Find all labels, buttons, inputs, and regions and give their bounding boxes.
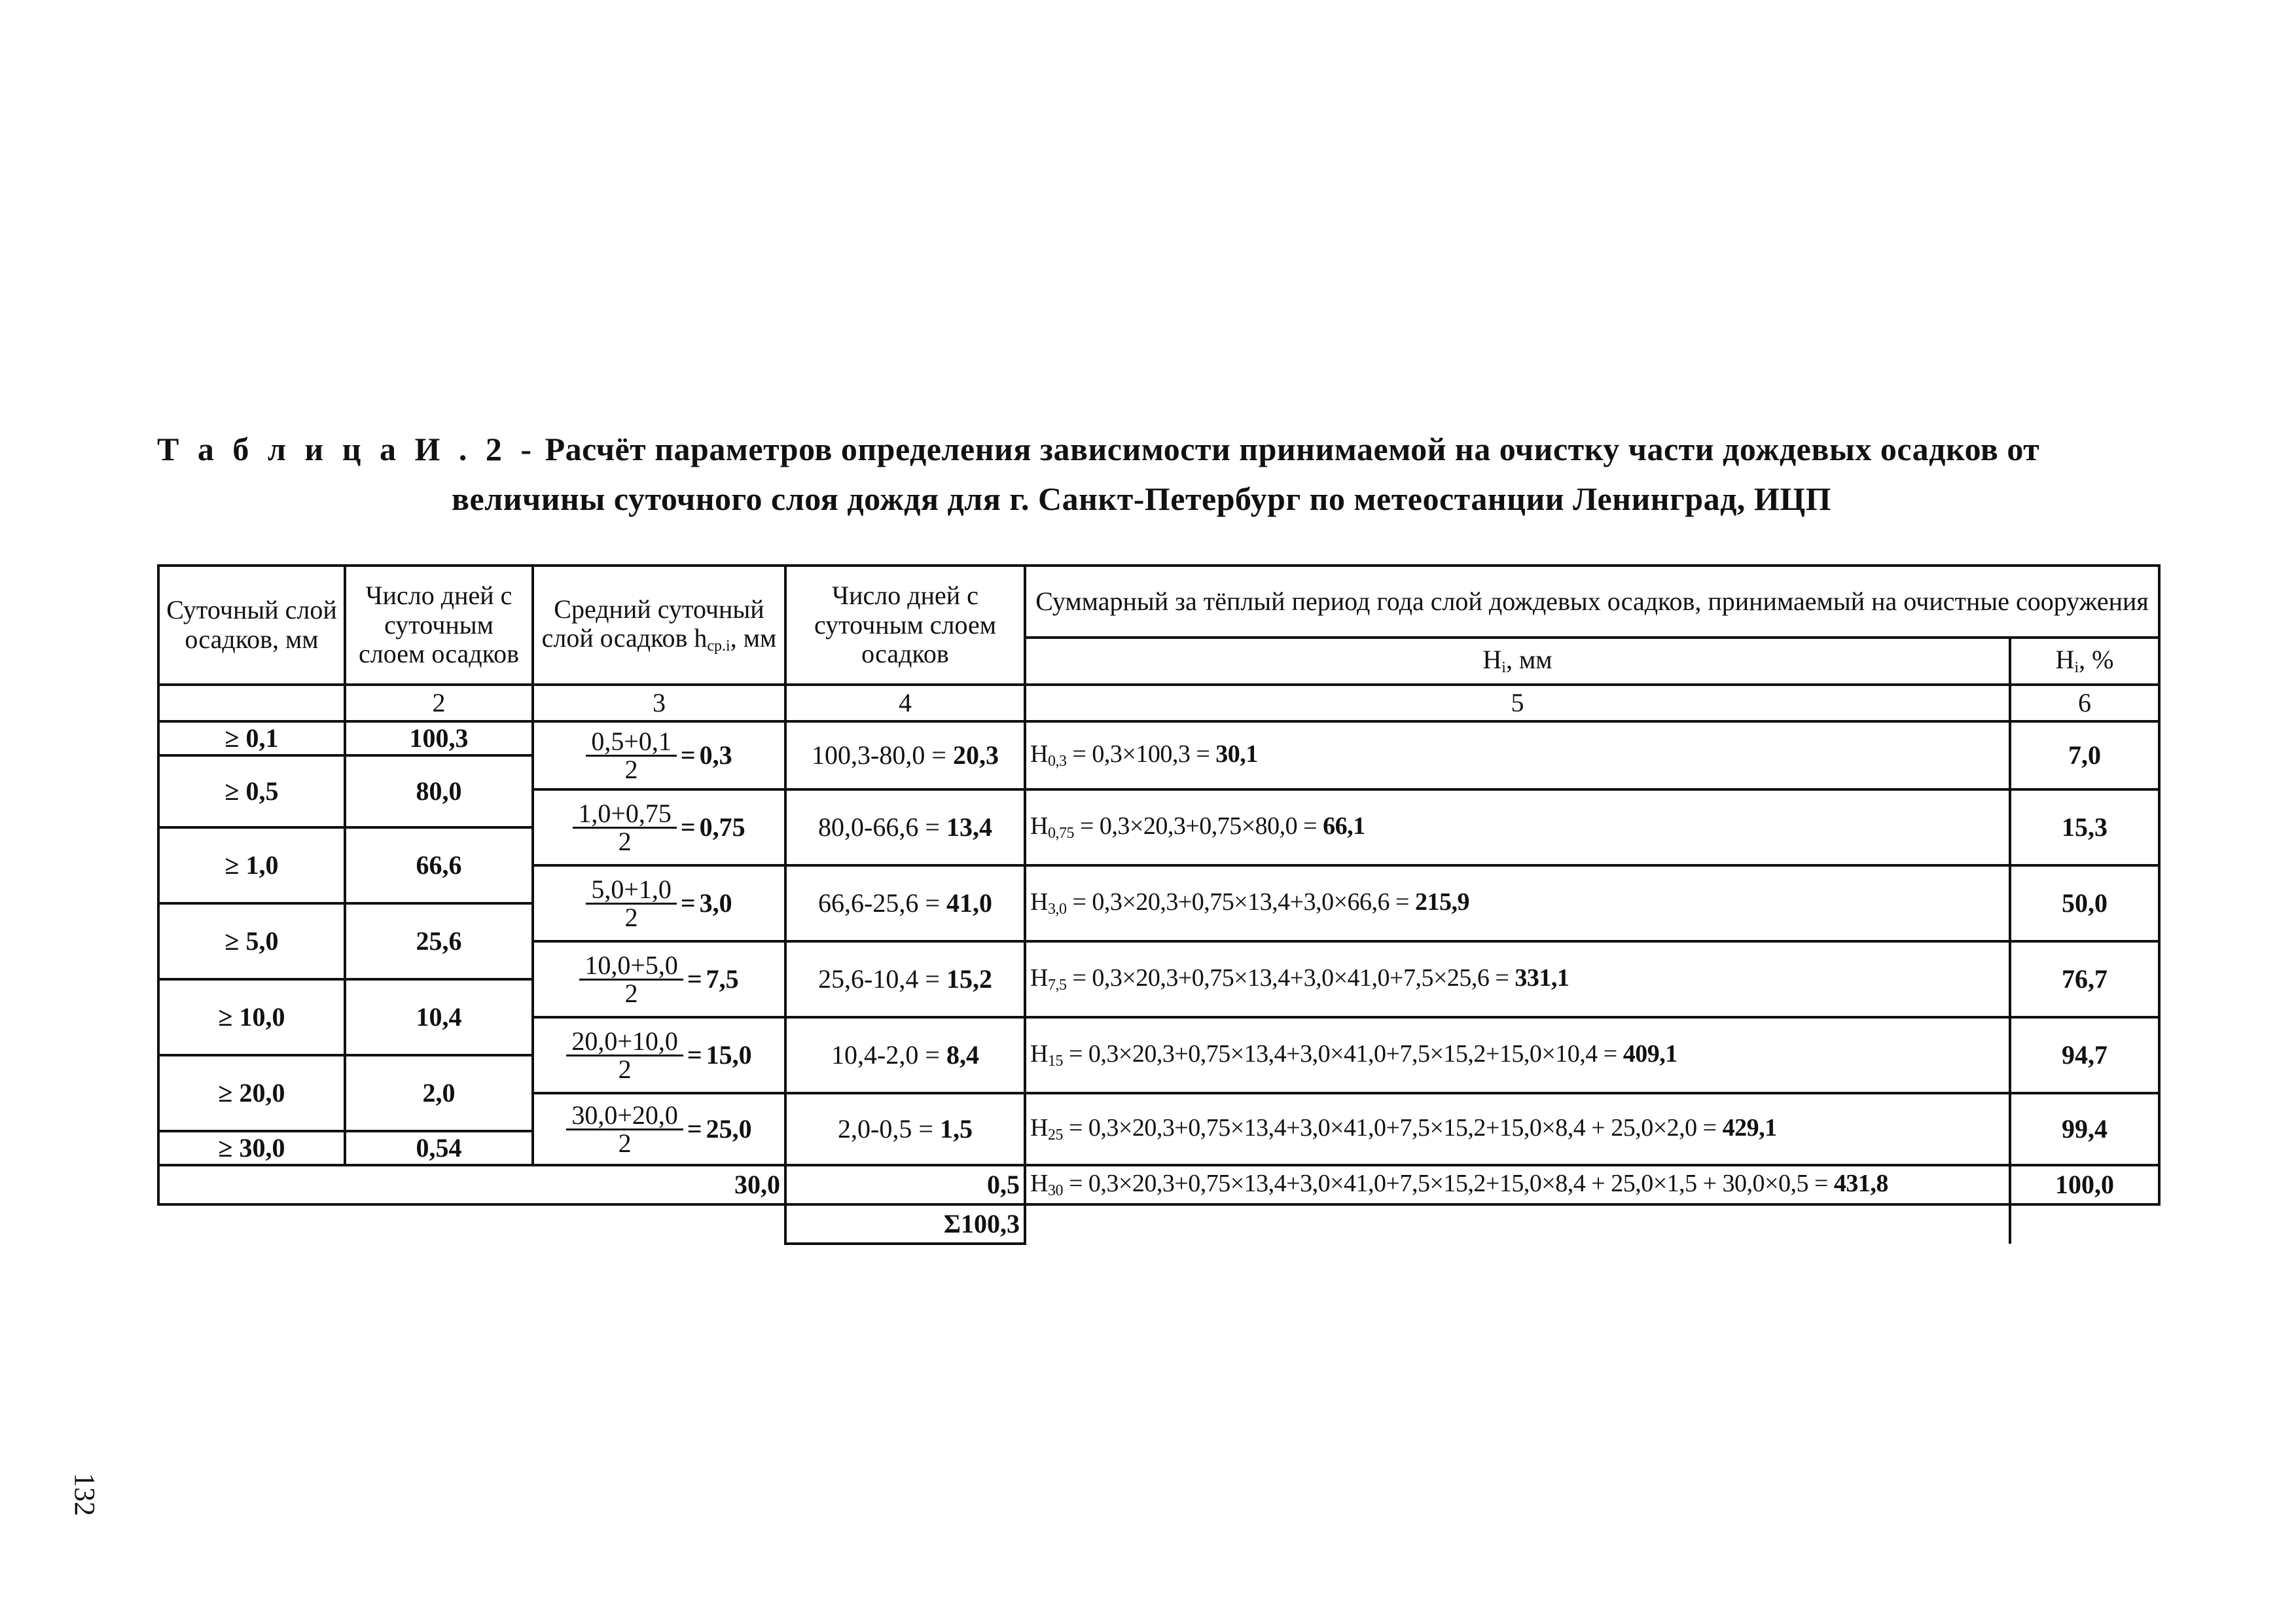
header-total-layer: Суммарный за тёплый период года слой дождевых осадков, принимаемый на очистные сооружения: [1025, 566, 2159, 638]
header-days-count: Число дней с суточным слоем осадков: [345, 566, 533, 685]
colnum-5: 5: [1025, 685, 2010, 721]
caption-line-1: Расчёт параметров определения зависимости принимаемой на очистку части дождевых осадков от: [545, 431, 2040, 467]
mean-formula-cell: $\frac{20,0+10,0}{2}$ = 15,0: [533, 1017, 785, 1093]
total-formula-cell: $H_{30} = 0,3\times 20,3+0,75\times 13,4+3,0\times 41,0+7,5\times 15,2+15,0\times 8,4 + 25,0\times 1,5 + 30,0\times 0,5 = 431,8$: [1025, 1165, 2010, 1204]
header-row-1: [158, 566, 2159, 638]
days-cell: 80,0: [345, 755, 533, 827]
empty-cell: [1025, 1204, 2010, 1244]
days-diff-cell: 2,0-0,5 = 1,5: [785, 1093, 1025, 1165]
percent-cell: 50,0: [2010, 865, 2159, 941]
days-cell: 25,6: [345, 903, 533, 979]
caption-line-2: величины суточного слоя дождя для г. Санкт-Петербург по метеостанции Ленинград, ИЦП: [452, 480, 1832, 517]
days-diff-cell: 80,0-66,6 = 13,4: [785, 789, 1025, 865]
mean-formula-cell: $\frac{1,0+0,75}{2}$ = 0,75: [533, 789, 785, 865]
percent-cell: 100,0: [2010, 1165, 2159, 1204]
header-days-count-2: Число дней с суточным слоем осадков: [785, 566, 1025, 685]
total-formula-cell: $H_{0,75} = 0,3\times 20,3+0,75\times 80,0 = 66,1$: [1025, 789, 2010, 865]
days-diff-cell: 10,4-2,0 = 8,4: [785, 1017, 1025, 1093]
total-formula-cell: $H_{3,0} = 0,3\times 20,3+0,75\times 13,4+3,0\times 66,6 = 215,9$: [1025, 865, 2010, 941]
empty-cell: [2010, 1204, 2159, 1244]
column-number-row: [158, 685, 2159, 721]
total-formula-cell: $H_{15} = 0,3\times 20,3+0,75\times 13,4+3,0\times 41,0+7,5\times 15,2+15,0\times 10,4 = 409,1$: [1025, 1017, 2010, 1093]
days-cell: 10,4: [345, 979, 533, 1055]
empty-cell: [158, 1204, 785, 1244]
total-formula-cell: $H_{0,3} = 0,3\times 100,3 = 30,1$: [1025, 721, 2010, 789]
colnum-1: [158, 685, 345, 721]
colnum-2: 2: [345, 685, 533, 721]
layer-cell: ≥ 20,0: [158, 1055, 345, 1131]
caption-label: Т а б л и ц а И . 2 -: [157, 431, 537, 467]
percent-cell: 99,4: [2010, 1093, 2159, 1165]
last-days-value: 0,5: [785, 1165, 1025, 1204]
page-number: 132: [69, 1473, 101, 1516]
layer-cell: ≥ 10,0: [158, 979, 345, 1055]
days-cell: 2,0: [345, 1055, 533, 1131]
days-cell: 100,3: [345, 721, 533, 755]
table-caption: [157, 424, 2160, 524]
mean-formula-cell: $\frac{10,0+5,0}{2}$ = 7,5: [533, 941, 785, 1017]
colnum-3: 3: [533, 685, 785, 721]
total-row: [158, 1165, 2159, 1204]
days-diff-cell: 25,6-10,4 = 15,2: [785, 941, 1025, 1017]
colnum-6: 6: [2010, 685, 2159, 721]
mean-formula-cell: $\frac{30,0+20,0}{2}$ = 25,0: [533, 1093, 785, 1165]
mean-formula-cell: $\frac{5,0+1,0}{2}$ = 3,0: [533, 865, 785, 941]
percent-cell: 7,0: [2010, 721, 2159, 789]
days-diff-cell: 100,3-80,0 = 20,3: [785, 721, 1025, 789]
layer-cell: ≥ 0,1: [158, 721, 345, 755]
total-formula-cell: $H_{25} = 0,3\times 20,3+0,75\times 13,4+3,0\times 41,0+7,5\times 15,2+15,0\times 8,4 + 25,0\times 2,0 = 429,1$: [1025, 1093, 2010, 1165]
colnum-4: 4: [785, 685, 1025, 721]
precipitation-table: [157, 564, 2161, 1245]
layer-cell: ≥ 30,0: [158, 1131, 345, 1165]
header-daily-layer: Суточный слой осадков, мм: [158, 566, 345, 685]
last-mean-value: 30,0: [158, 1165, 785, 1204]
total-formula-cell: $H_{7,5} = 0,3\times 20,3+0,75\times 13,4+3,0\times 41,0+7,5\times 25,6 = 331,1$: [1025, 941, 2010, 1017]
days-cell: 0,54: [345, 1131, 533, 1165]
table-row: [158, 721, 2159, 755]
days-cell: 66,6: [345, 827, 533, 903]
percent-cell: 94,7: [2010, 1017, 2159, 1093]
header-hi-mm: $H_i$, мм: [1025, 638, 2010, 685]
percent-cell: 15,3: [2010, 789, 2159, 865]
mean-formula-cell: $\frac{0,5+0,1}{2}$ = 0,3: [533, 721, 785, 789]
sum-cell: Σ100,3: [785, 1204, 1025, 1244]
sum-row: [158, 1204, 2159, 1244]
header-hi-pct: $H_i$, %: [2010, 638, 2159, 685]
layer-cell: ≥ 1,0: [158, 827, 345, 903]
layer-cell: ≥ 0,5: [158, 755, 345, 827]
days-diff-cell: 66,6-25,6 = 41,0: [785, 865, 1025, 941]
percent-cell: 76,7: [2010, 941, 2159, 1017]
header-mean-layer: Средний суточный слой осадков $h_{ср.i}$, мм: [533, 566, 785, 685]
layer-cell: ≥ 5,0: [158, 903, 345, 979]
